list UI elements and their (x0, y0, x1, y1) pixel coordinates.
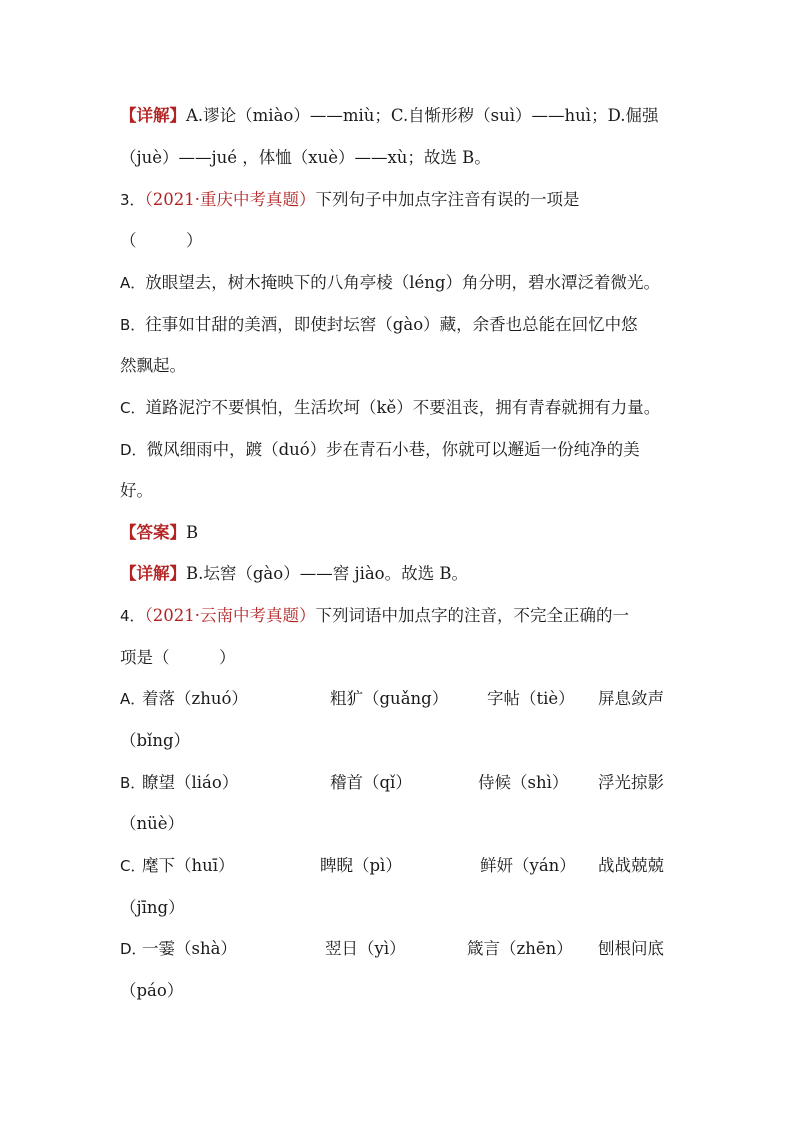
detail-text-1: A.谬论（miào）——miù；C.自惭形秽（suì）——huì；D.倔强 (186, 106, 659, 125)
option-word-3: 鲜妍（yán） (480, 856, 576, 875)
answer-line (120, 523, 675, 543)
option-label: C． (120, 857, 146, 875)
option-label: B． (120, 774, 146, 792)
option-word-4: 战战兢兢 (598, 856, 664, 875)
option-a-row (120, 689, 675, 709)
detail-line-3 (120, 564, 675, 584)
option-word-1: 麾下（huī） (142, 856, 235, 875)
question-number: 3． (120, 191, 145, 209)
option-c-cont: （jīng） (120, 898, 185, 917)
option-label: D． (120, 940, 147, 958)
option-a (120, 273, 675, 293)
option-label: C． (120, 399, 146, 417)
question-3-stem (120, 190, 675, 210)
question-source: （2021·云南中考真题） (144, 606, 316, 625)
detail-tag: 【详解】 (120, 564, 186, 583)
option-label: B． (120, 316, 146, 334)
detail-text: B.坛窖（gào）——窖 jiào。故选 B。 (186, 564, 468, 583)
option-word-3: 箴言（zhēn） (467, 939, 573, 958)
option-word-1: 瞭望（liáo） (142, 773, 239, 792)
option-word-4: 屏息敛声 (598, 689, 664, 708)
option-label: A． (120, 690, 146, 708)
detail-line-1 (120, 106, 675, 126)
option-b-row (120, 773, 675, 793)
question-stem: 下列词语中加点字的注音，不完全正确的一 (315, 606, 630, 625)
option-word-3: 侍候（shì） (478, 773, 569, 792)
option-d-row (120, 939, 675, 959)
question-4-stem (120, 606, 675, 626)
option-word-1: 着落（zhuó） (142, 689, 248, 708)
option-word-3: 字帖（tiè） (487, 689, 575, 708)
option-word-2: 稽首（qǐ） (330, 773, 412, 792)
answer-value: B (186, 523, 199, 542)
option-a-cont: （bǐng） (120, 731, 191, 750)
option-word-4: 刨根问底 (598, 939, 664, 958)
option-word-4: 浮光掠影 (598, 773, 664, 792)
option-c (120, 398, 675, 418)
option-text: 微风细雨中，踱（duó）步在青石小巷，你就可以邂逅一份纯净的美 (146, 440, 640, 459)
option-word-2: 翌日（yì） (325, 939, 406, 958)
option-b (120, 315, 675, 335)
option-word-2: 粗犷（guǎng） (330, 689, 449, 708)
answer-tag: 【答案】 (120, 523, 186, 542)
option-b-cont: 然飘起。 (120, 356, 186, 375)
question-3-blank: （ ） (120, 231, 203, 250)
option-text: 道路泥泞不要惧怕，生活坎坷（kě）不要沮丧，拥有青春就拥有力量。 (145, 398, 661, 417)
detail-line-2: （juè）——jué ，体恤（xuè）——xù；故选 B。 (120, 148, 491, 167)
question-4-stem-cont: 项是（ ） (120, 648, 236, 667)
question-stem: 下列句子中加点字注音有误的一项是 (315, 190, 580, 209)
detail-tag: 【详解】 (120, 106, 186, 125)
option-text: 往事如甘甜的美酒，即使封坛窖（gào）藏，余香也总能在回忆中悠 (145, 315, 638, 334)
option-word-1: 一霎（shà） (142, 939, 237, 958)
option-d (120, 440, 675, 460)
option-label: D． (120, 441, 147, 459)
question-number: 4． (120, 607, 145, 625)
option-label: A． (120, 274, 146, 292)
option-word-2: 睥睨（pì） (320, 856, 402, 875)
option-d-cont: 好。 (120, 481, 153, 500)
option-b-cont: （nüè） (120, 814, 185, 833)
option-c-row (120, 856, 675, 876)
option-text: 放眼望去，树木掩映下的八角亭棱（léng）角分明，碧水潭泛着微光。 (145, 273, 660, 292)
question-source: （2021·重庆中考真题） (144, 190, 316, 209)
option-d-cont: （páo） (120, 981, 184, 1000)
